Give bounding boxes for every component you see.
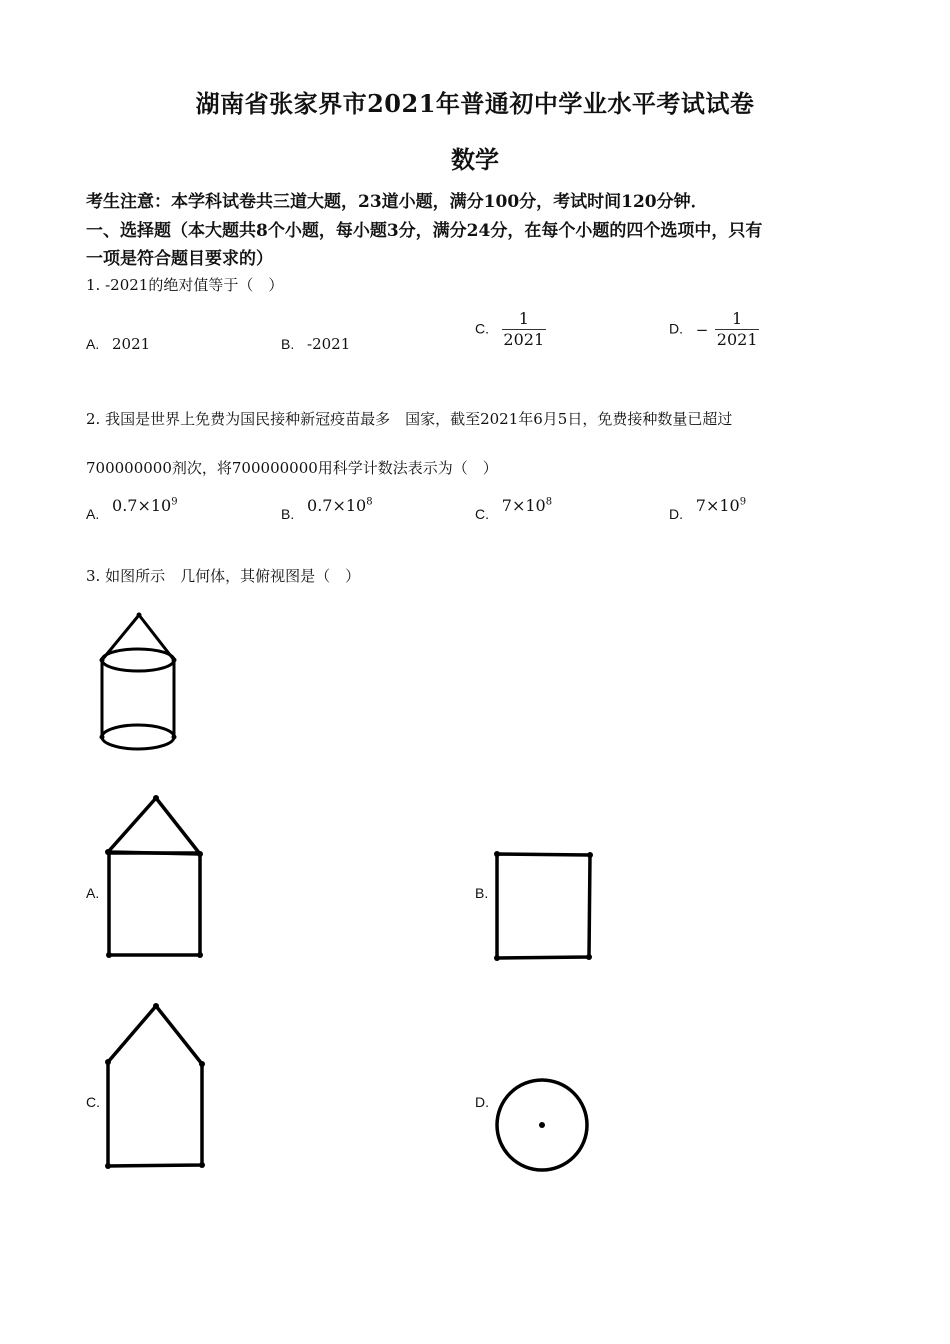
fraction-denominator: 2021 xyxy=(503,330,545,349)
sci-exponent: 9 xyxy=(171,496,178,508)
sci-base: 0.7×10 xyxy=(112,496,172,515)
q2-option-a-label: A. xyxy=(86,506,100,522)
q1-option-d-fraction xyxy=(715,309,759,350)
q1-option-b-label: B. xyxy=(281,336,295,352)
fraction-numerator: 1 xyxy=(518,309,529,328)
q1-option-b[interactable] xyxy=(281,335,350,353)
q2-option-a[interactable] xyxy=(86,496,178,523)
q1-option-d-sign: − xyxy=(695,320,709,339)
q3-option-c-figure[interactable] xyxy=(98,998,213,1178)
question-1-stem: 1. -2021的绝对值等于（ ） xyxy=(86,276,284,294)
question-2-stem-line1: 2. 我国是世界上免费为国民接种新冠疫苗最多 国家，截至2021年6月5日，免费接种数量已超过 xyxy=(86,410,733,428)
q1-option-c[interactable] xyxy=(475,309,546,350)
q2-option-d-value xyxy=(696,496,746,515)
q3-option-a-label[interactable]: A. xyxy=(86,885,100,901)
q1-option-d[interactable] xyxy=(669,309,759,350)
q2-option-d-label: D. xyxy=(669,506,683,522)
section-heading-line2: 一项是符合题目要求的） xyxy=(86,249,273,269)
question-3-stem: 3. 如图所示 几何体，其俯视图是（ ） xyxy=(86,567,361,585)
q3-option-d-label[interactable]: D. xyxy=(475,1094,489,1110)
q1-option-a-value: 2021 xyxy=(112,335,151,353)
q2-option-b-value xyxy=(307,496,373,515)
question-2-stem-line2: 700000000剂次，将700000000用科学计数法表示为（ ） xyxy=(86,459,498,477)
q1-option-d-label: D. xyxy=(669,320,683,337)
q2-option-a-value xyxy=(112,496,178,515)
sci-exponent: 9 xyxy=(739,496,747,508)
fraction-denominator: 2021 xyxy=(716,330,758,349)
q2-option-c-value xyxy=(502,496,552,515)
section-heading-line1: 一、选择题（本大题共8个小题，每小题3分，满分24分，在每个小题的四个选项中，只有 xyxy=(86,221,763,241)
page-title: 湖南省张家界市2021年普通初中学业水平考试试卷 xyxy=(195,89,755,118)
q3-option-b-figure[interactable] xyxy=(488,845,598,965)
q3-option-d-figure[interactable] xyxy=(490,1073,596,1179)
q2-option-d[interactable] xyxy=(669,496,747,523)
subject-title: 数学 xyxy=(451,145,499,174)
q3-option-c-label[interactable]: C. xyxy=(86,1094,100,1110)
sci-exponent: 8 xyxy=(366,496,373,508)
q2-option-c-label: C. xyxy=(475,506,489,522)
q2-option-b-label: B. xyxy=(281,506,295,522)
fraction-numerator: 1 xyxy=(732,309,743,328)
q1-option-c-label: C. xyxy=(475,320,489,337)
q3-option-a-figure[interactable] xyxy=(100,790,210,965)
q2-option-b[interactable] xyxy=(281,496,373,523)
exam-notice: 考生注意：本学科试卷共三道大题，23道小题，满分100分，考试时间120分钟． xyxy=(86,192,708,212)
q1-option-a[interactable] xyxy=(86,335,150,353)
sci-base: 7×10 xyxy=(501,496,546,515)
sci-base: 7×10 xyxy=(695,496,740,515)
q3-option-b-label[interactable]: B. xyxy=(475,885,489,901)
cone-cylinder-figure xyxy=(90,605,190,760)
sci-base: 0.7×10 xyxy=(307,496,367,515)
sci-exponent: 8 xyxy=(545,496,553,508)
q1-option-a-label: A. xyxy=(86,336,100,352)
q1-option-b-value: -2021 xyxy=(307,335,351,353)
q1-option-c-fraction xyxy=(502,309,546,350)
q2-option-c[interactable] xyxy=(475,496,553,523)
